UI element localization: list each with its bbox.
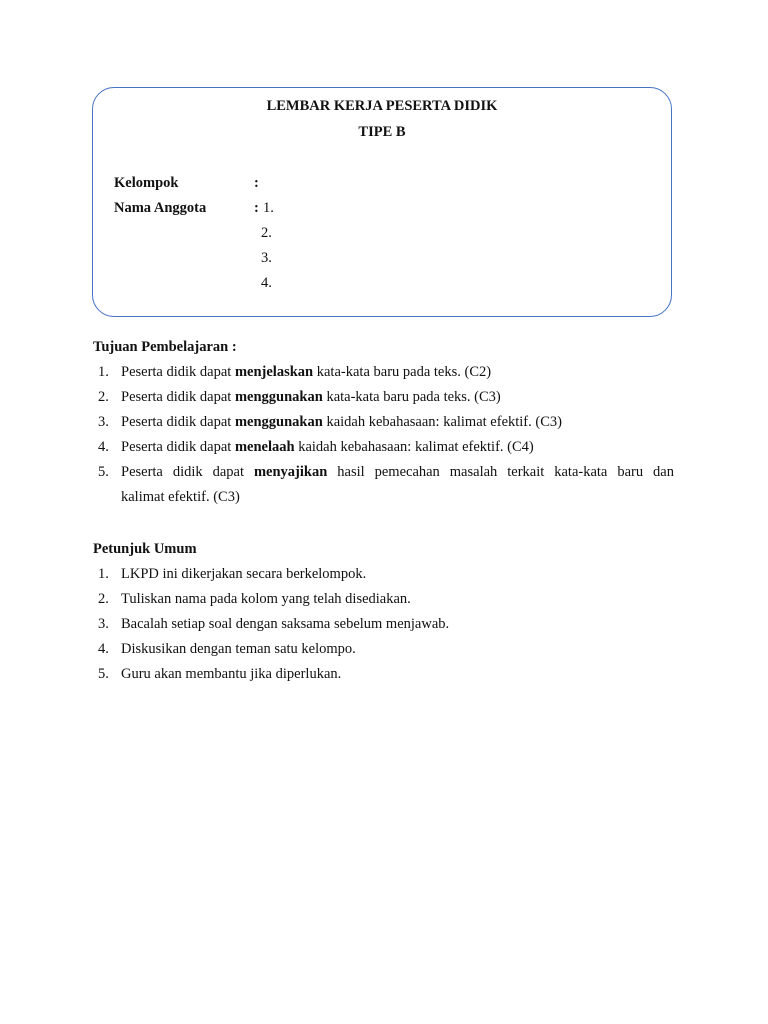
instruction-text: Diskusikan dengan teman satu kelompo. — [121, 641, 356, 657]
members-colon: : — [254, 200, 259, 216]
list-number: 3. — [98, 616, 109, 632]
list-number: 1. — [98, 566, 109, 582]
objective-verb: menggunakan — [234, 414, 323, 430]
member-number: 2. — [261, 225, 272, 241]
objective-text: kata-kata baru pada teks. (C2) — [313, 364, 492, 380]
group-colon: : — [254, 175, 259, 191]
objective-text: Peserta didik dapat — [121, 464, 254, 480]
objective-text-continued: kalimat efektif. (C3) — [121, 489, 240, 505]
objective-text: Peserta didik dapat — [121, 414, 235, 430]
objective-text: kaidah kebahasaan: kalimat efektif. (C3) — [322, 414, 562, 430]
list-number: 3. — [98, 414, 109, 430]
objective-text: hasil pemecahan masalah terkait kata-kata baru dan — [327, 464, 674, 480]
member-number: 3. — [261, 250, 272, 266]
instruction-text: Bacalah setiap soal dengan saksama sebelum menjawab. — [121, 616, 450, 632]
objective-verb: menjelaskan — [234, 364, 314, 380]
members-label: Nama Anggota — [114, 200, 207, 216]
list-number: 5. — [98, 666, 109, 682]
worksheet-title: LEMBAR KERJA PESERTA DIDIK — [266, 98, 498, 114]
instructions-title: Petunjuk Umum — [93, 541, 197, 557]
objective-verb: menyajikan — [253, 464, 328, 480]
worksheet-subtitle: TIPE B — [358, 124, 406, 140]
objectives-title: Tujuan Pembelajaran : — [93, 339, 237, 355]
member-number: 4. — [261, 275, 272, 291]
list-number: 2. — [98, 389, 109, 405]
objective-verb: menggunakan — [234, 389, 323, 405]
objective-verb: menelaah — [234, 439, 295, 455]
objective-text: kaidah kebahasaan: kalimat efektif. (C4) — [294, 439, 534, 455]
objective-text: Peserta didik dapat — [121, 364, 235, 380]
objective-text: Peserta didik dapat — [121, 389, 235, 405]
member-number: 1. — [263, 200, 274, 216]
list-number: 2. — [98, 591, 109, 607]
list-number: 4. — [98, 439, 109, 455]
instruction-text: Guru akan membantu jika diperlukan. — [121, 666, 342, 682]
header-box — [92, 87, 672, 317]
objective-text: Peserta didik dapat — [121, 439, 235, 455]
instruction-text: Tuliskan nama pada kolom yang telah disediakan. — [121, 591, 411, 607]
list-number: 1. — [98, 364, 109, 380]
instruction-text: LKPD ini dikerjakan secara berkelompok. — [121, 566, 367, 582]
group-label: Kelompok — [114, 175, 179, 191]
list-number: 5. — [98, 464, 109, 480]
objective-text: kata-kata baru pada teks. (C3) — [322, 389, 501, 405]
list-number: 4. — [98, 641, 109, 657]
